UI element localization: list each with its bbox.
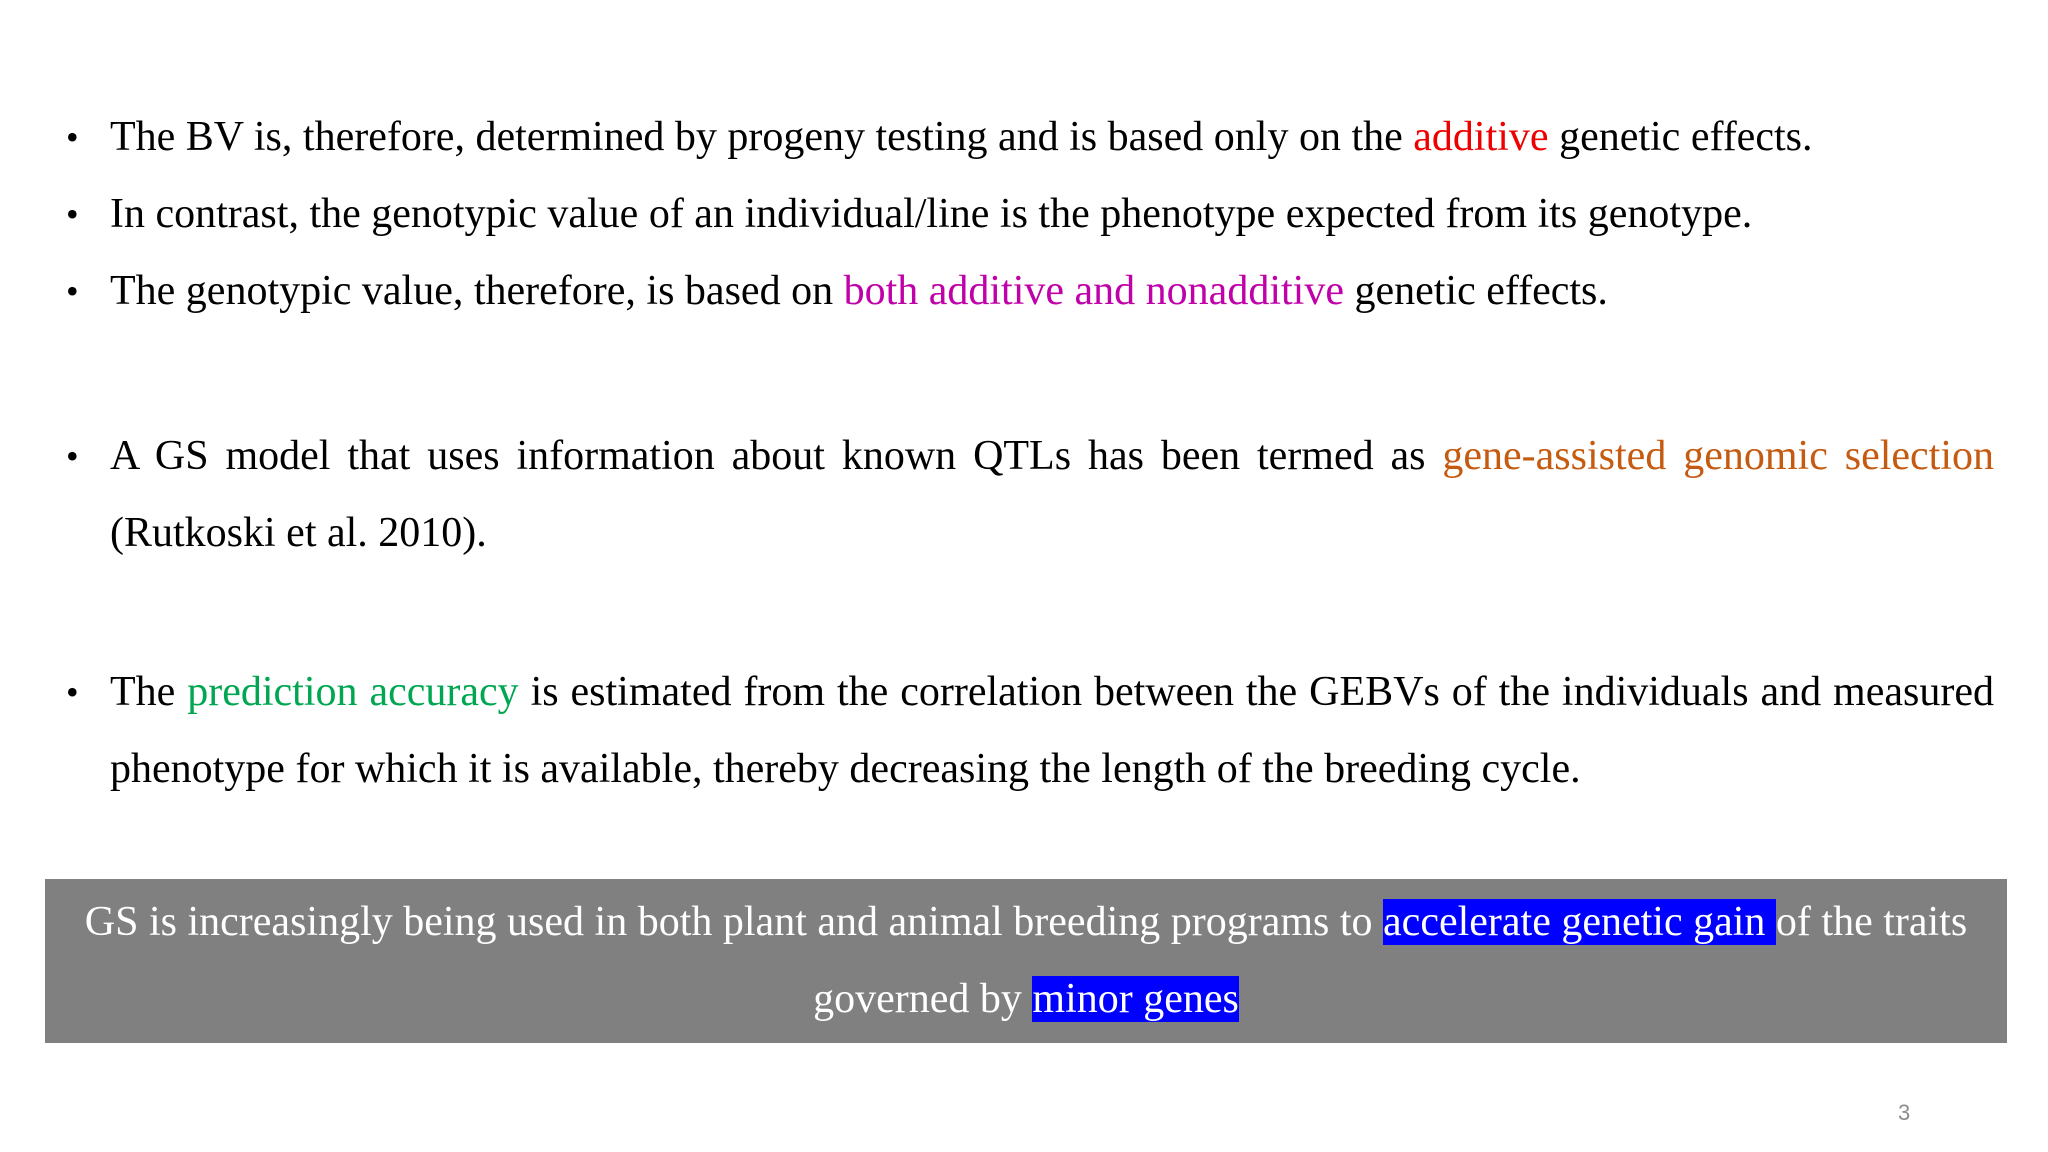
bullet-1-text-b: genetic effects. xyxy=(1548,114,1813,160)
bullet-3-text-b: genetic effects. xyxy=(1343,268,1608,314)
callout-highlight-genetic-gain: accelerate genetic gain xyxy=(1383,899,1776,945)
bullet-1 xyxy=(66,99,1994,176)
bullet-1-text-a: The BV is, therefore, determined by progeny testing and is based only on the xyxy=(110,114,1414,160)
callout-box xyxy=(45,879,2007,1043)
bullet-4 xyxy=(66,418,1994,572)
bullet-marker: • xyxy=(66,194,79,234)
bullet-marker: • xyxy=(66,672,79,712)
page-number: 3 xyxy=(1898,1100,1911,1125)
bullet-4-text-b: (Rutkoski et al. 2010). xyxy=(110,510,487,556)
bullet-marker: • xyxy=(66,436,79,476)
bullet-5 xyxy=(66,654,1994,808)
bullet-5-text-a: The xyxy=(110,669,188,715)
callout-text-b: of the traits governed by xyxy=(813,899,1968,1022)
bullet-5-text-b: is estimated from the correlation between the GEBVs of the individuals and measured phenotype for which it is available, thereby decreasing the length of the breeding cycle. xyxy=(110,669,1994,792)
bullet-4-emphasis-gene-assisted: gene-assisted genomic selection xyxy=(1442,433,1994,479)
callout-highlight-minor-genes: minor genes xyxy=(1032,976,1239,1022)
bullet-marker: • xyxy=(66,117,79,157)
callout-text-a: GS is increasingly being used in both plant and animal breeding programs to xyxy=(84,899,1384,945)
bullet-3 xyxy=(66,253,1994,330)
bullet-3-emphasis-additive-nonadditive: both additive and nonadditive xyxy=(843,268,1344,314)
bullet-2 xyxy=(66,176,1994,253)
bullet-1-emphasis-additive: additive xyxy=(1413,114,1549,160)
bullet-2-text: In contrast, the genotypic value of an individual/line is the phenotype expected from its genotype. xyxy=(110,191,1753,237)
bullet-3-text-a: The genotypic value, therefore, is based on xyxy=(110,268,844,314)
bullet-4-text-a: A GS model that uses information about known QTLs has been termed as xyxy=(110,433,1443,479)
bullet-marker: • xyxy=(66,271,79,311)
bullet-5-emphasis-prediction-accuracy: prediction accuracy xyxy=(187,669,519,715)
